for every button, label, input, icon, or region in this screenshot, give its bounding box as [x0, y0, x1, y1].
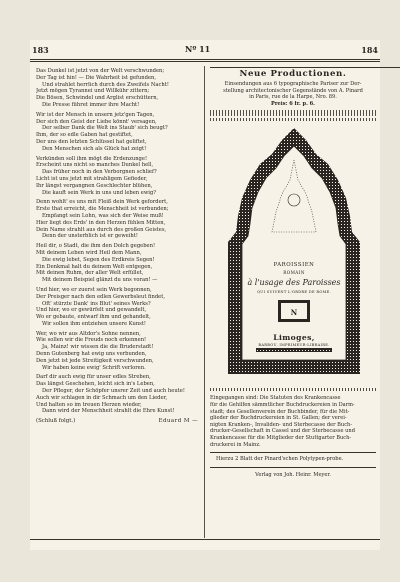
notice-title: Neue Productionen. [239, 69, 347, 79]
poem-line: Dein Name strahlt aus durch des großen Geistes, [36, 226, 167, 233]
frame-text-initial: N [290, 308, 298, 318]
notice-top-rule [210, 67, 400, 68]
poem-line: Denn Gutenberg hat ewig uns verbunden, [36, 351, 147, 358]
notice-paragraph-line: nigten Kranken-, Invaliden- und Sterbecasse der Buch- [210, 421, 353, 428]
poem-line: Der uns den letzten Schlüssel hat geliftet, [36, 138, 147, 145]
footer-separator [210, 467, 376, 468]
notice-intro-line: Einsendungen aus 6 typographische Pariser zur Der- [224, 81, 362, 87]
publisher-imprint: Verlag von Joh. Heinr. Meyer. [255, 471, 331, 478]
poem-line: Das früher noch in den Verborgnen schlief? [42, 169, 157, 176]
ornament-border [210, 110, 376, 116]
poem-line: Und hier, wo er zuerst sein Werk begonnen, [36, 286, 152, 293]
poem-stanza [36, 199, 200, 240]
poem-line: Mit deinem Leben wird Heil dem Mann, [36, 249, 142, 256]
poem-column [36, 68, 200, 425]
poem-stanza [36, 156, 200, 197]
frame-text-paroissien: PAROISSIEN [273, 262, 315, 269]
poem-stanza [36, 243, 200, 284]
notice-paragraph-line: stadt; des Gesellenverein der Buchbinder, für die Mit- [210, 408, 350, 415]
page-number-left: 183 [32, 45, 49, 55]
poem-stanza [36, 68, 200, 109]
page-header [30, 43, 380, 57]
ornamental-frame-specimen [220, 124, 368, 384]
poem-line: Ihr längst vergangnen Geschlechter blühen, [36, 182, 153, 189]
poem-line: Den jetzt ist jede Streitigkeit verschwunden, [36, 357, 154, 364]
author-signature: Eduard M — [158, 418, 198, 425]
poem-stanza [36, 112, 200, 153]
column-divider [204, 66, 205, 538]
poem-line: Dann wird der Menschheit strahlt die Ehre Kunst! [42, 408, 175, 415]
poem-line: Mit deinen Ruhm, der aller Welt erfüllet, [36, 270, 144, 277]
poem-line: Und halten so im treuen Herzen wieder, [36, 401, 142, 408]
notice-column [210, 67, 376, 478]
notice-paragraph-line: Krankencasse für die Mitglieder der Stuttgarter Buch- [210, 434, 352, 441]
poem-signature [36, 418, 200, 425]
poem-line: Und hier, wo er gewürfelt und gewandelt, [36, 307, 147, 314]
poem-line: Oft' stürzte Dank' ins Blut' seines Werks? [42, 300, 151, 307]
header-rule [30, 59, 380, 62]
notice-paragraph-line: drucker-Gesellschaft in Cassel und der Sterbecasse und [210, 428, 355, 435]
poem-line: Erscheint uns nicht so manches Dunkel hell, [36, 162, 154, 169]
poem-line: Die ewig lebet, Segen des Erdkreis Segen! [42, 256, 155, 263]
frame-text-ordre: QUI SUIVENT L'ORDRE DE ROME. [257, 290, 331, 295]
issue-number: Nº 11 [185, 44, 211, 54]
poem-line: Die kauft sein Werk in uns und leben ewig? [42, 189, 157, 196]
notice-intro-line: stellung architectonischer Gegenstände von A. Pinard [223, 87, 363, 94]
poem-line: Wo er gebaute, entwarf ihm und gehandelt, [36, 314, 151, 321]
poem-stanza [36, 331, 200, 372]
frame-text-limoges: Limoges, [273, 333, 315, 343]
notice-intro-line: in Paris, rue de la Harpe, Nro. 89. [249, 94, 337, 101]
poem-line: Verkünden soll ihm mögt die Erdenzunge! [36, 155, 148, 162]
poem-line: Denn wohlt' es uns mit Fleiß dein Werk gefordert, [36, 199, 168, 206]
poem-line: Jetzt mögen Tyrannei und Willkühr zittern; [36, 88, 150, 95]
poem-line: Der Tag ist hin! — Die Wahrheit ist gefunden, [36, 74, 157, 81]
notice-separator [210, 452, 376, 453]
poem-line: Denn der unsterblich ist er geweiht! [42, 233, 138, 240]
poem-line: Der selber Dank die Welt ins Staub' sich beugt? [42, 125, 168, 132]
supplement-notice: Hierzu 2 Blatt der Pinard'schen Polytypen-probe. [216, 456, 344, 463]
continuation-note: (Schluß folgt.) [36, 418, 76, 425]
poem-line: Und strahlet herrlich durch des Zweifels Nacht! [42, 81, 169, 88]
frame-text-imprimeur: BARBOU, IMPRIMEUR-LIBRAIRE. [258, 343, 330, 348]
newspaper-page [30, 40, 380, 550]
ornament-border [210, 118, 376, 121]
poem-line: Darf dir auch ewig für unser edles Streben, [36, 374, 151, 381]
frame-text-usage: à l'usage des Paroisses [247, 278, 341, 288]
poem-line: Die Bösen, Schwindel und Arglist erschüttern, [36, 95, 159, 102]
poem-line: Wir ist der Mensch in unsern jetz'gen Tagen, [36, 111, 155, 118]
poem-line: Empfangt sein Lohn, was sich der Weise muß! [42, 212, 164, 219]
page-number-right: 184 [361, 45, 378, 55]
poem-line: Der sich den Geist der Liebe könnt' versagen, [36, 118, 157, 125]
poem-line: Wir haben keine ewig' Schrift verloren. [42, 364, 146, 371]
poem-line: Ein Denkmal halt du deinem Welt entgegen, [36, 263, 153, 270]
poem-line: Ihm, der so edle Gaben hat gestiftet, [36, 132, 133, 139]
poem-line: Wie sollen wir die Freuds noch erkennen! [36, 337, 147, 344]
ornament-border [210, 388, 376, 391]
poem-stanza [36, 287, 200, 328]
poem-stanza [36, 374, 200, 415]
poem-line: Erste that erreicht, die Menschheit ist verbunden; [36, 206, 169, 213]
notice-paragraph [210, 395, 376, 448]
poem-line: Licht ist uns jetzt mit strahligem Gefieder, [36, 175, 148, 182]
notice-paragraph-line: Eingegangen sind: Die Statuten des Krankencasse [210, 395, 341, 402]
poem-line: Heil dir, o Stadt, die ihm den Dolch gegeben! [36, 243, 156, 250]
poem-line: Das Dunkel ist jetzt von der Welt verschwunden; [36, 68, 165, 74]
notice-paragraph-line: für die Gehilfen sämmtlicher Buchdruckereien in Darm- [210, 401, 355, 408]
poem-line: Das längst Geschehen, leicht sich in's Leben, [36, 381, 155, 388]
poem-line: Der Preisger nach den edlen Gewerbsleut findet, [36, 293, 165, 300]
poem-line: Hier liegt des Erds' in den Herzen fühlen Mitten, [36, 219, 166, 226]
notice-price: Preis: 6 fr. p. 6. [271, 100, 315, 107]
frame-text-romain: ROMAIN [283, 270, 305, 276]
notice-paragraph-line: druckerei in Mainz. [210, 441, 261, 448]
notice-paragraph-line: glieder der Buchdruckereien in St. Gallen; der verei- [210, 415, 347, 422]
poem-line: Wir sollen ihm entziehen unsere Kunst! [42, 320, 147, 327]
poem-line: Die Presse führet immer ihre Macht! [42, 101, 140, 108]
poem-line: Mit deinem Beispiel glänzt du uns voran! — [42, 277, 158, 284]
poem-line: Der Pfleger, der Schöpfer unsrer Zeit und auch heute! [42, 388, 185, 395]
poem-line: Ja, Mainz! wir wissen die die Bruderstadt! [42, 344, 154, 351]
poem-line: Wer, wo wir aus Altdor's Sohne nennen, [36, 330, 141, 337]
bottom-rule [30, 539, 380, 540]
poem-line: Auch wir schlagen in dir Schmach um den Lieder, [36, 394, 168, 401]
poem-line: Den Menschen sich als Glück hat zeigt! [42, 145, 147, 152]
